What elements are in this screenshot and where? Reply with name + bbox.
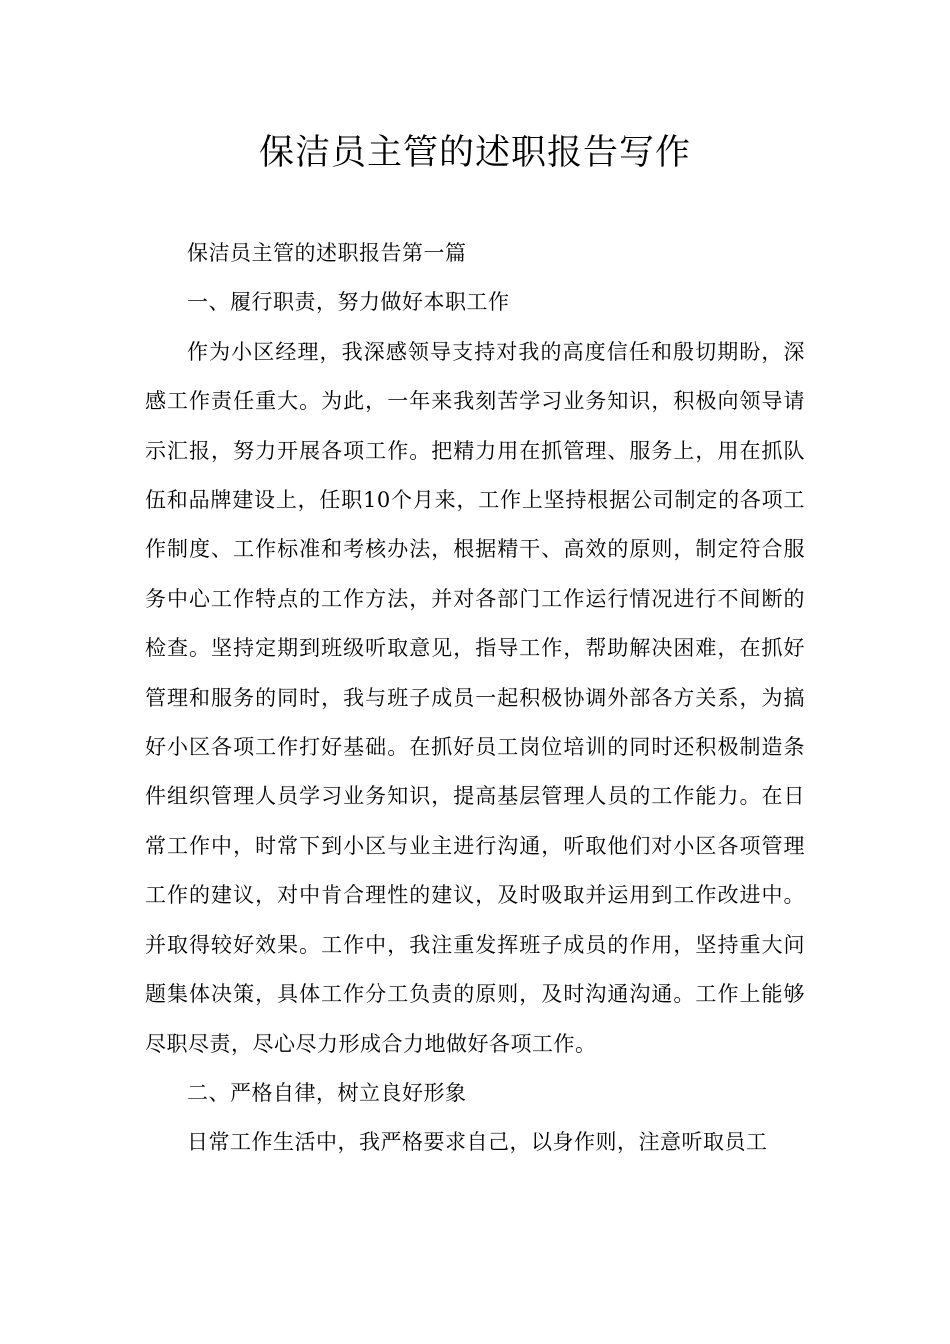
body-paragraph: 日常工作生活中，我严格要求自己，以身作则，注意听取员工 [187, 1130, 768, 1155]
document-body [145, 229, 805, 1168]
body-paragraph: 作为小区经理，我深感领导支持对我的高度信任和殷切期盼，深感工作责任重大。为此，一年来我刻苦学习业务知识，积极向领导请示汇报，努力开展各项工作。把精力用在抓管理、服务上，用在抓队伍和品牌建设上，任职10个月来，工作上坚持根据公司制定的各项工作制度、工作标准和考核办法，根据精干、高效的原则，制定符合服务中心工作特点的工作方法，并对各部门工作运行情况进行不间断的检查。坚持定期到班级听取意见，指导工作，帮助解决困难，在抓好管理和服务的同时，我与班子成员一起积极协调外部各方关系，为搞好小区各项工作打好基础。在抓好员工岗位培训的同时还积极制造条件组织管理人员学习业务知识，提高基层管理人员的工作能力。在日常工作中，时常下到小区与业主进行沟通，听取他们对小区各项管理工作的建议，对中肯合理性的建议，及时吸取并运用到工作改进中。并取得较好效果。工作中，我注重发挥班子成员的作用，坚持重大问题集体决策，具体工作分工负责的原则，及时沟通沟通。工作上能够尽职尽责，尽心尽力形成合力地做好各项工作。 [145, 339, 805, 1056]
subsection-heading: 二、严格自律，树立良好形象 [187, 1080, 467, 1105]
subsection-heading: 一、履行职责，努力做好本职工作 [187, 290, 510, 315]
section-heading: 保洁员主管的述职报告第一篇 [187, 241, 467, 265]
document-title: 保洁员主管的述职报告写作 [258, 133, 691, 173]
